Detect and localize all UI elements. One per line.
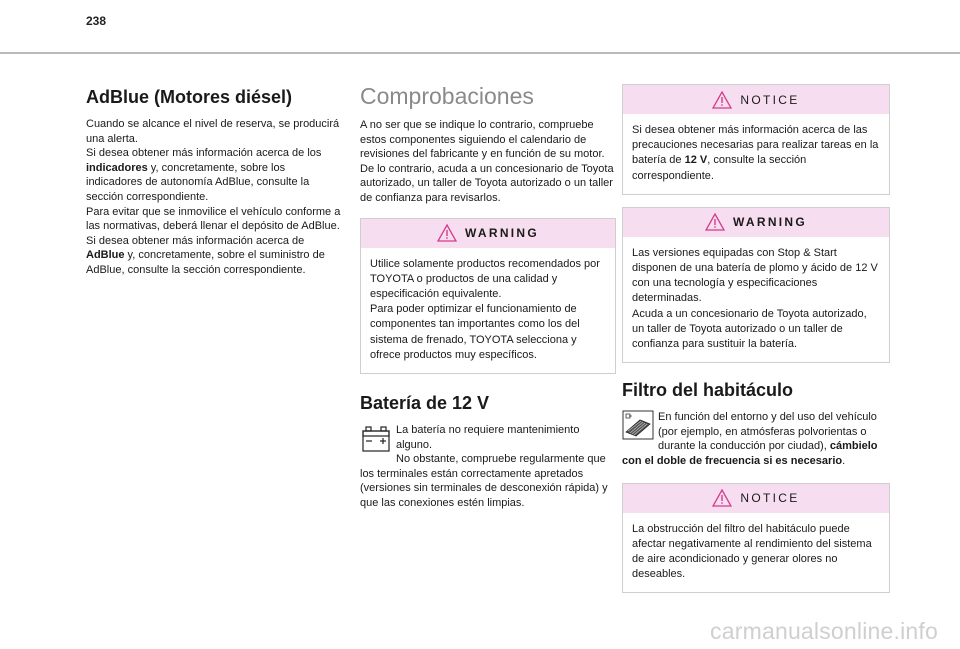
adblue-text-2c: y, concretamente, sobre los indicadores de autonomía AdBlue, consulte la sección correspondiente. [86, 161, 310, 203]
notice-box-body [623, 114, 889, 194]
warning-box-body [361, 248, 615, 373]
filter-text-b: cámbielo con el doble de frecuencia si es necesario [622, 440, 878, 468]
comprobaciones-text-2: De lo contrario, acuda a un concesionario de Toyota autorizado, un taller de Toyota autorizado o un taller de confianza para revisarlos. [360, 162, 614, 204]
filter-text-c: . [842, 455, 846, 468]
section-title-adblue: AdBlue (Motores diésel) [86, 87, 293, 107]
warning-box-header [623, 208, 889, 237]
warning-triangle-icon [712, 91, 732, 109]
notice1-text-c: , consulte la sección correspondiente. [632, 154, 807, 182]
warning-stop-text-2: Acuda a un concesionario de Toyota autorizado, un taller de Toyota autorizado o un taller de confianza para sustituir la batería. [632, 307, 867, 351]
notice-box-header [623, 85, 889, 114]
warning-box-header [361, 219, 615, 248]
notice-box-header [623, 484, 889, 513]
section-title-filter: Filtro del habitáculo [622, 380, 794, 401]
warning-box-stop-start [622, 207, 890, 363]
column-comprobaciones [360, 78, 616, 511]
notice-box-battery [622, 84, 890, 195]
adblue-text-2a: Si desea obtener más información acerca de los [86, 147, 322, 160]
header-rule [0, 52, 960, 54]
cabin-filter-icon [622, 410, 654, 440]
notice-label: NOTICE [740, 92, 800, 107]
filter-paragraph [622, 410, 890, 468]
battery-icon [360, 423, 392, 453]
adblue-text-4a: Si desea obtener más información acerca de [86, 234, 305, 247]
page-number: 238 [86, 14, 107, 28]
warning-label: WARNING [464, 226, 540, 241]
notice1-text-a: Si desea obtener más información acerca de las precauciones necesarias para realizar tareas en la batería de [632, 124, 879, 167]
adblue-paragraph [86, 117, 344, 278]
warning-text-1: Utilice solamente productos recomendados por TOYOTA o productos de una calidad y especificación equivalente. [370, 257, 600, 300]
warning-triangle-icon [437, 224, 457, 242]
adblue-text-4c: y, concretamente, sobre el suministro de AdBlue, consulte la sección correspondiente. [86, 249, 325, 276]
warning-box-body [623, 237, 889, 362]
adblue-text-3: Para evitar que se inmovilice el vehículo conforme a las normativas, deberá llenar el depósito de AdBlue. [86, 205, 341, 233]
comprobaciones-text-1: A no ser que se indique lo contrario, compruebe estos componentes siguiendo el calendario de revisiones del fabricante y en función de su motor. [360, 119, 605, 161]
adblue-text-1: Cuando se alcance el nivel de reserva, se producirá una alerta. [86, 118, 340, 145]
notice1-text-b: 12 V [684, 154, 708, 167]
section-title-comprobaciones: Comprobaciones [360, 83, 534, 109]
notice2-text: La obstrucción del filtro del habitáculo puede afectar negativamente al rendimiento del sistema de aire acondicionado y generar olores no deseables. [632, 522, 872, 581]
warning-box-products [360, 218, 616, 374]
warning-triangle-icon [712, 489, 732, 507]
comprobaciones-paragraph [360, 118, 616, 206]
adblue-text-4b: AdBlue [86, 249, 125, 262]
column-adblue [86, 78, 344, 278]
adblue-text-2b: indicadores [86, 161, 148, 174]
warning-text-2: Para poder optimizar el funcionamiento de componentes tan importantes como los del sistema de frenado, TOYOTA selecciona y ofrece productos muy específicos. [370, 303, 580, 361]
filter-text-a: En función del entorno y del uso del vehículo (por ejemplo, en atmósferas polvorientas o durante la conducción por ciudad), [658, 411, 877, 453]
warning-triangle-icon [705, 213, 725, 231]
warning-stop-text-1: Las versiones equipadas con Stop & Start disponen de una batería de plomo y ácido de 12 V con una tecnología y especificaciones determinadas. [632, 246, 878, 305]
column-right [622, 84, 890, 593]
notice-label: NOTICE [740, 491, 800, 506]
battery-text-1: La batería no requiere mantenimiento alguno. [396, 423, 580, 451]
watermark: carmanualsonline.info [710, 618, 938, 644]
warning-label: WARNING [732, 215, 808, 230]
battery-text-2: No obstante, compruebe regularmente que los terminales están correctamente apretados (versiones sin terminales de desconexión rápida) y que las conexiones estén limpias. [360, 453, 608, 509]
battery-paragraph [360, 423, 616, 511]
notice-box-filter [622, 483, 890, 594]
notice-box-body [623, 513, 889, 593]
section-title-battery: Batería de 12 V [360, 392, 490, 413]
